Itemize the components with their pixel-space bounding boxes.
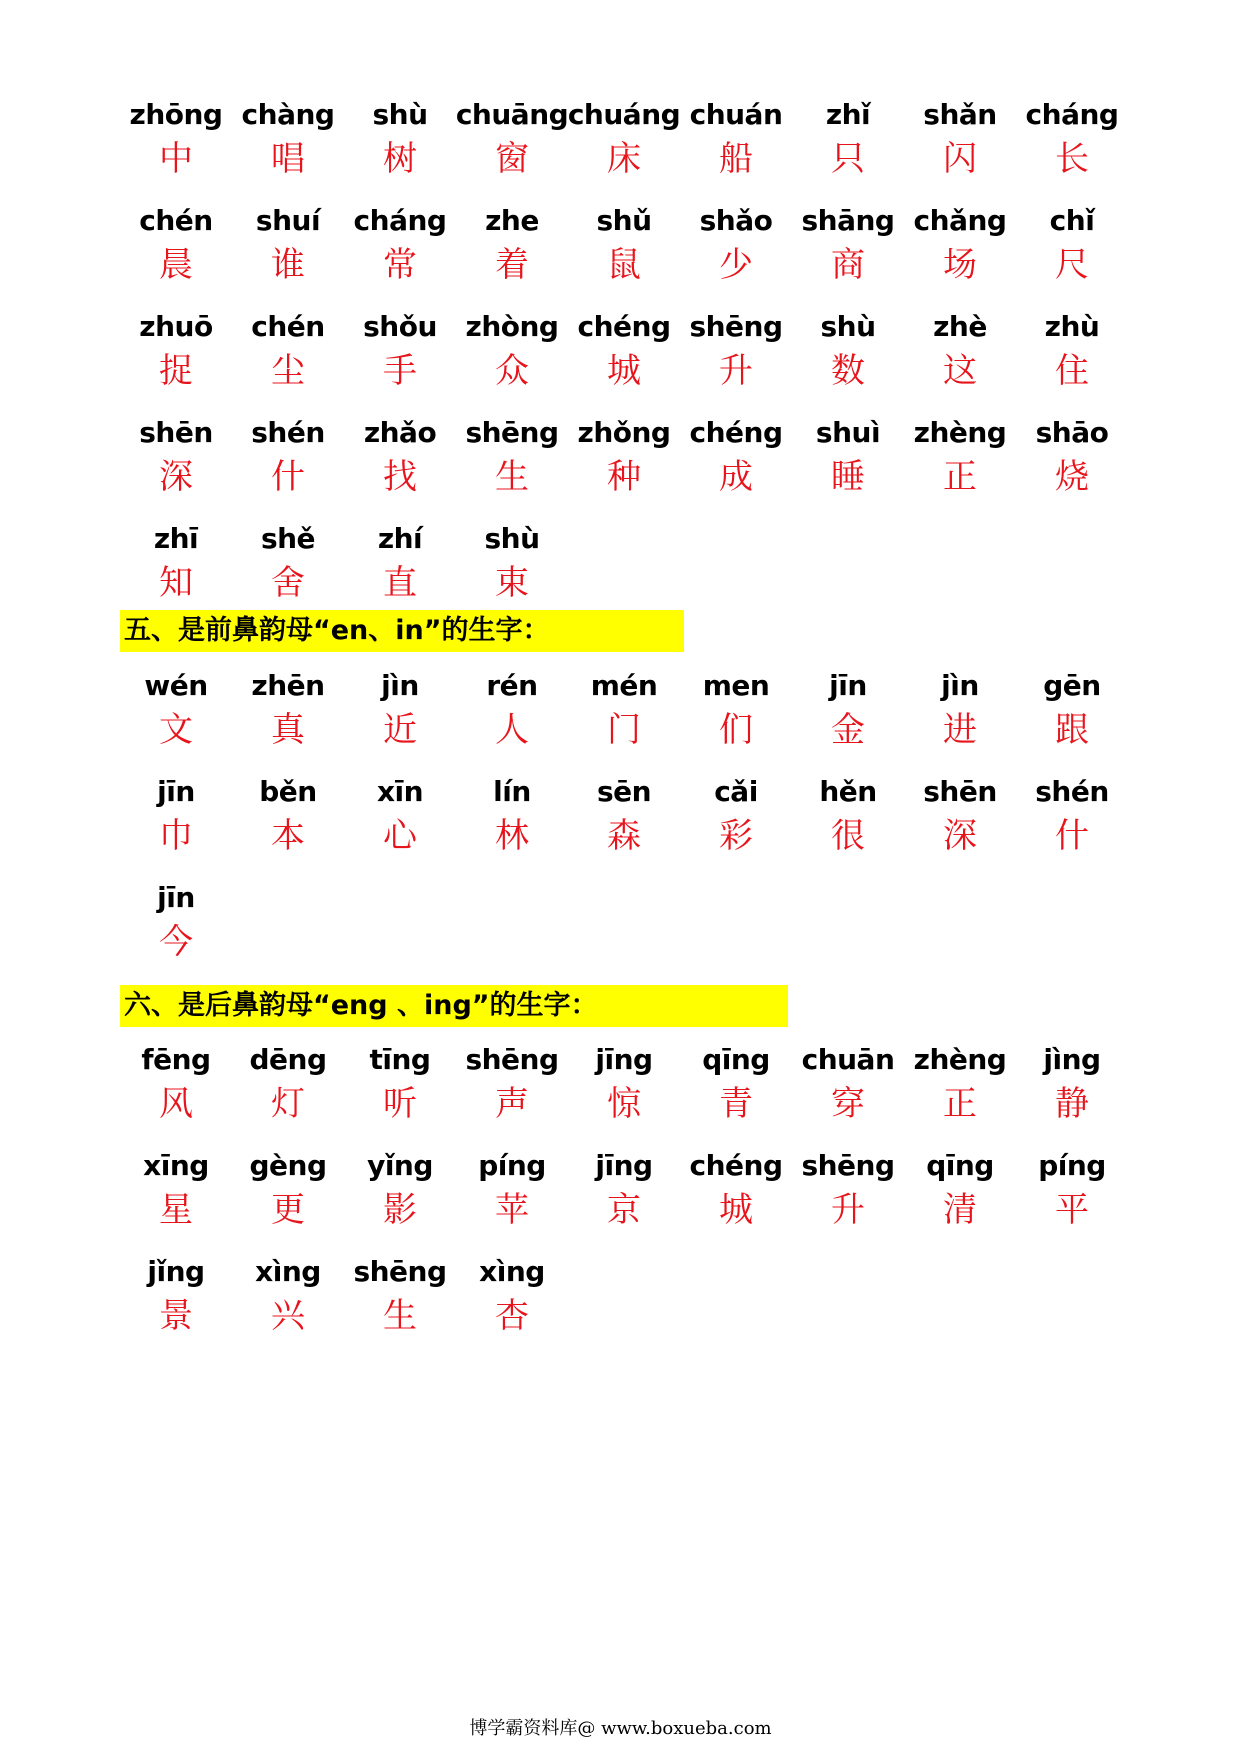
hanzi-character: 手	[383, 351, 417, 391]
pinyin-label: chéng	[689, 1149, 783, 1182]
pinyin-label: chéng	[577, 310, 671, 343]
hanzi-character: 今	[159, 922, 193, 962]
pinyin-label: zhòng	[465, 310, 559, 343]
pinyin-label: xīn	[376, 775, 424, 808]
hanzi-character: 尘	[271, 351, 305, 391]
pinyin-label: shēn	[139, 416, 213, 449]
hanzi-character: 城	[719, 1190, 753, 1230]
pinyin-label: shén	[251, 416, 325, 449]
hanzi-character: 尺	[1055, 245, 1089, 285]
character-cell	[456, 1143, 568, 1249]
pinyin-label: gēn	[1043, 669, 1101, 702]
pinyin-label: shēn	[923, 775, 997, 808]
character-cell	[120, 516, 232, 622]
character-cell	[680, 1143, 792, 1249]
character-cell	[568, 304, 680, 410]
character-cell	[1016, 1143, 1128, 1249]
character-grid-section-6	[120, 1037, 1128, 1355]
pinyin-label: jīng	[595, 1043, 653, 1076]
pinyin-label: qīng	[702, 1043, 770, 1076]
character-cell	[680, 304, 792, 410]
pinyin-label: yǐng	[367, 1149, 433, 1182]
pinyin-label: chǎng	[913, 204, 1007, 237]
pinyin-label: xìng	[255, 1255, 321, 1288]
pinyin-label: rén	[486, 669, 538, 702]
pinyin-label: jìn	[381, 669, 419, 702]
character-cell	[568, 198, 680, 304]
footer-watermark: 博学霸资料库@ www.boxueba.com	[469, 1718, 772, 1739]
pinyin-label: lín	[493, 775, 531, 808]
hanzi-character: 人	[495, 710, 529, 750]
hanzi-character: 种	[607, 457, 641, 497]
pinyin-label: zhī	[153, 522, 199, 555]
character-cell	[1016, 304, 1128, 410]
character-cell	[680, 198, 792, 304]
pinyin-label: chuāng	[455, 98, 569, 131]
hanzi-character: 闪	[943, 139, 977, 179]
character-cell	[120, 92, 232, 198]
character-cell	[456, 92, 568, 198]
hanzi-character: 舍	[271, 563, 305, 603]
character-cell	[568, 410, 680, 516]
character-cell	[568, 663, 680, 769]
hanzi-character: 杏	[495, 1296, 529, 1336]
hanzi-character: 星	[159, 1190, 193, 1230]
character-grid-top	[120, 92, 1128, 622]
section-6-heading: 六、是后鼻韵母“eng 、ing”的生字：	[120, 985, 788, 1027]
character-cell	[1016, 769, 1128, 875]
hanzi-character: 惊	[607, 1084, 641, 1124]
character-cell	[904, 410, 1016, 516]
character-cell	[1016, 663, 1128, 769]
pinyin-label: xīng	[143, 1149, 209, 1182]
pinyin-label: shǎo	[699, 204, 773, 237]
pinyin-label: wén	[144, 669, 208, 702]
hanzi-character: 更	[271, 1190, 305, 1230]
character-cell	[568, 769, 680, 875]
hanzi-character: 场	[943, 245, 977, 285]
pinyin-label: jīn	[157, 881, 195, 914]
pinyin-label: zhí	[377, 522, 423, 555]
character-cell	[1016, 410, 1128, 516]
hanzi-character: 晨	[159, 245, 193, 285]
character-cell	[120, 1249, 232, 1355]
character-cell	[568, 1143, 680, 1249]
character-cell	[456, 1037, 568, 1143]
character-cell	[344, 516, 456, 622]
character-cell	[456, 663, 568, 769]
hanzi-character: 深	[159, 457, 193, 497]
character-cell	[120, 198, 232, 304]
hanzi-character: 升	[719, 351, 753, 391]
pinyin-label: chén	[139, 204, 213, 237]
pinyin-label: zhēn	[251, 669, 325, 702]
hanzi-character: 生	[383, 1296, 417, 1336]
character-cell	[232, 92, 344, 198]
pinyin-label: píng	[1038, 1149, 1106, 1182]
character-cell	[904, 769, 1016, 875]
hanzi-character: 金	[831, 710, 865, 750]
character-cell	[792, 1143, 904, 1249]
character-cell	[904, 304, 1016, 410]
pinyin-label: mén	[590, 669, 658, 702]
character-cell	[120, 769, 232, 875]
hanzi-character: 众	[495, 351, 529, 391]
hanzi-character: 知	[159, 563, 193, 603]
pinyin-label: cháng	[1025, 98, 1119, 131]
character-cell	[904, 1037, 1016, 1143]
hanzi-character: 睡	[831, 457, 865, 497]
pinyin-label: shù	[484, 522, 540, 555]
pinyin-label: xìng	[479, 1255, 545, 1288]
hanzi-character: 景	[159, 1296, 193, 1336]
character-cell	[120, 304, 232, 410]
hanzi-character: 谁	[271, 245, 305, 285]
hanzi-character: 森	[607, 816, 641, 856]
pinyin-label: chuáng	[567, 98, 681, 131]
hanzi-character: 数	[831, 351, 865, 391]
character-cell	[792, 410, 904, 516]
hanzi-character: 心	[383, 816, 417, 856]
hanzi-character: 成	[719, 457, 753, 497]
character-cell	[344, 1037, 456, 1143]
character-cell	[232, 410, 344, 516]
pinyin-label: chén	[251, 310, 325, 343]
pinyin-label: gèng	[249, 1149, 327, 1182]
character-cell	[232, 198, 344, 304]
hanzi-character: 平	[1055, 1190, 1089, 1230]
hanzi-character: 直	[383, 563, 417, 603]
pinyin-label: shēng	[689, 310, 783, 343]
character-cell	[344, 769, 456, 875]
section-5-heading: 五、是前鼻韵母“en、in”的生字：	[120, 610, 684, 652]
character-cell	[232, 304, 344, 410]
pinyin-label: hěn	[819, 775, 877, 808]
character-cell	[680, 663, 792, 769]
hanzi-character: 船	[719, 139, 753, 179]
character-cell	[456, 304, 568, 410]
character-cell	[792, 92, 904, 198]
character-cell	[344, 663, 456, 769]
hanzi-character: 烧	[1055, 457, 1089, 497]
pinyin-label: shén	[1035, 775, 1109, 808]
character-cell	[1016, 1037, 1128, 1143]
hanzi-character: 着	[495, 245, 529, 285]
hanzi-character: 商	[831, 245, 865, 285]
hanzi-character: 捉	[159, 351, 193, 391]
character-cell	[904, 198, 1016, 304]
pinyin-label: dēng	[249, 1043, 327, 1076]
hanzi-character: 们	[719, 710, 753, 750]
character-cell	[680, 769, 792, 875]
hanzi-character: 近	[383, 710, 417, 750]
character-cell	[680, 92, 792, 198]
grid	[120, 1037, 1128, 1355]
pinyin-label: shuì	[815, 416, 881, 449]
pinyin-label: men	[702, 669, 770, 702]
pinyin-label: shāo	[1035, 416, 1109, 449]
hanzi-character: 兴	[271, 1296, 305, 1336]
pinyin-label: jǐng	[147, 1255, 205, 1288]
pinyin-label: shuí	[255, 204, 321, 237]
hanzi-character: 本	[271, 816, 305, 856]
pinyin-label: cháng	[353, 204, 447, 237]
character-cell	[120, 1037, 232, 1143]
hanzi-character: 门	[607, 710, 641, 750]
character-cell	[568, 1037, 680, 1143]
hanzi-character: 长	[1055, 139, 1089, 179]
character-cell	[232, 663, 344, 769]
pinyin-label: chàng	[241, 98, 335, 131]
character-cell	[344, 198, 456, 304]
hanzi-character: 彩	[719, 816, 753, 856]
hanzi-character: 床	[607, 139, 641, 179]
hanzi-character: 灯	[271, 1084, 305, 1124]
pinyin-label: jìng	[1043, 1043, 1101, 1076]
character-cell	[792, 1037, 904, 1143]
character-cell	[904, 92, 1016, 198]
pinyin-label: zhuō	[139, 310, 213, 343]
pinyin-label: chuán	[689, 98, 783, 131]
character-grid-section-5	[120, 663, 1128, 981]
hanzi-character: 住	[1055, 351, 1089, 391]
pinyin-label: shù	[372, 98, 428, 131]
character-cell	[120, 663, 232, 769]
character-cell	[232, 769, 344, 875]
hanzi-character: 青	[719, 1084, 753, 1124]
pinyin-label: fēng	[141, 1043, 211, 1076]
character-cell	[904, 663, 1016, 769]
pinyin-label: shǒu	[363, 310, 437, 343]
pinyin-label: shǔ	[596, 204, 652, 237]
character-cell	[1016, 198, 1128, 304]
hanzi-character: 这	[943, 351, 977, 391]
hanzi-character: 城	[607, 351, 641, 391]
pinyin-label: jīn	[829, 669, 867, 702]
hanzi-character: 风	[159, 1084, 193, 1124]
hanzi-character: 听	[383, 1084, 417, 1124]
character-cell	[792, 663, 904, 769]
hanzi-character: 清	[943, 1190, 977, 1230]
pinyin-label: shēng	[353, 1255, 447, 1288]
character-cell	[344, 92, 456, 198]
character-cell	[1016, 92, 1128, 198]
pinyin-label: cǎi	[714, 775, 758, 808]
hanzi-character: 树	[383, 139, 417, 179]
character-cell	[344, 410, 456, 516]
pinyin-label: chuān	[801, 1043, 895, 1076]
hanzi-character: 真	[271, 710, 305, 750]
hanzi-character: 只	[831, 139, 865, 179]
character-cell	[680, 1037, 792, 1143]
pinyin-label: tīng	[369, 1043, 431, 1076]
hanzi-character: 窗	[495, 139, 529, 179]
hanzi-character: 林	[495, 816, 529, 856]
pinyin-label: chéng	[689, 416, 783, 449]
character-cell	[456, 1249, 568, 1355]
pinyin-label: běn	[259, 775, 317, 808]
character-cell	[120, 875, 232, 981]
pinyin-label: qīng	[926, 1149, 994, 1182]
hanzi-character: 深	[943, 816, 977, 856]
pinyin-label: zhǒng	[577, 416, 671, 449]
hanzi-character: 常	[383, 245, 417, 285]
hanzi-character: 进	[943, 710, 977, 750]
hanzi-character: 少	[719, 245, 753, 285]
character-cell	[904, 1143, 1016, 1249]
hanzi-character: 巾	[159, 816, 193, 856]
hanzi-character: 苹	[495, 1190, 529, 1230]
pinyin-label: jīn	[157, 775, 195, 808]
pinyin-label: chǐ	[1049, 204, 1095, 237]
pinyin-label: shù	[820, 310, 876, 343]
pinyin-label: píng	[478, 1149, 546, 1182]
hanzi-character: 文	[159, 710, 193, 750]
character-cell	[456, 198, 568, 304]
hanzi-character: 很	[831, 816, 865, 856]
character-cell	[456, 769, 568, 875]
hanzi-character: 唱	[271, 139, 305, 179]
hanzi-character: 什	[1055, 816, 1089, 856]
hanzi-character: 鼠	[607, 245, 641, 285]
character-cell	[232, 1037, 344, 1143]
hanzi-character: 中	[159, 139, 193, 179]
pinyin-label: shēng	[465, 416, 559, 449]
character-cell	[456, 516, 568, 622]
pinyin-label: shě	[260, 522, 316, 555]
character-cell	[568, 92, 680, 198]
character-cell	[680, 410, 792, 516]
pinyin-label: zhe	[485, 204, 539, 237]
pinyin-label: zhù	[1044, 310, 1100, 343]
character-cell	[456, 410, 568, 516]
pinyin-label: shǎn	[923, 98, 997, 131]
hanzi-character: 声	[495, 1084, 529, 1124]
hanzi-character: 静	[1055, 1084, 1089, 1124]
grid	[120, 663, 1128, 981]
pinyin-label: shāng	[801, 204, 895, 237]
hanzi-character: 京	[607, 1190, 641, 1230]
hanzi-character: 什	[271, 457, 305, 497]
character-cell	[232, 1143, 344, 1249]
hanzi-character: 正	[943, 457, 977, 497]
character-cell	[344, 1249, 456, 1355]
hanzi-character: 穿	[831, 1084, 865, 1124]
character-cell	[120, 410, 232, 516]
pinyin-label: jīng	[595, 1149, 653, 1182]
grid	[120, 92, 1128, 622]
character-cell	[344, 304, 456, 410]
pinyin-label: zhǎo	[363, 416, 437, 449]
hanzi-character: 跟	[1055, 710, 1089, 750]
character-cell	[120, 1143, 232, 1249]
pinyin-label: zhǐ	[825, 98, 871, 131]
pinyin-label: zhèng	[913, 1043, 1007, 1076]
pinyin-label: shēng	[465, 1043, 559, 1076]
pinyin-label: sēn	[596, 775, 652, 808]
character-cell	[344, 1143, 456, 1249]
hanzi-character: 影	[383, 1190, 417, 1230]
pinyin-label: jìn	[941, 669, 979, 702]
pinyin-label: zhōng	[129, 98, 223, 131]
hanzi-character: 找	[383, 457, 417, 497]
hanzi-character: 生	[495, 457, 529, 497]
pinyin-label: zhèng	[913, 416, 1007, 449]
hanzi-character: 正	[943, 1084, 977, 1124]
hanzi-character: 升	[831, 1190, 865, 1230]
character-cell	[792, 769, 904, 875]
character-cell	[232, 1249, 344, 1355]
hanzi-character: 束	[495, 563, 529, 603]
character-cell	[232, 516, 344, 622]
character-cell	[792, 198, 904, 304]
pinyin-label: zhè	[933, 310, 987, 343]
character-cell	[792, 304, 904, 410]
pinyin-label: shēng	[801, 1149, 895, 1182]
